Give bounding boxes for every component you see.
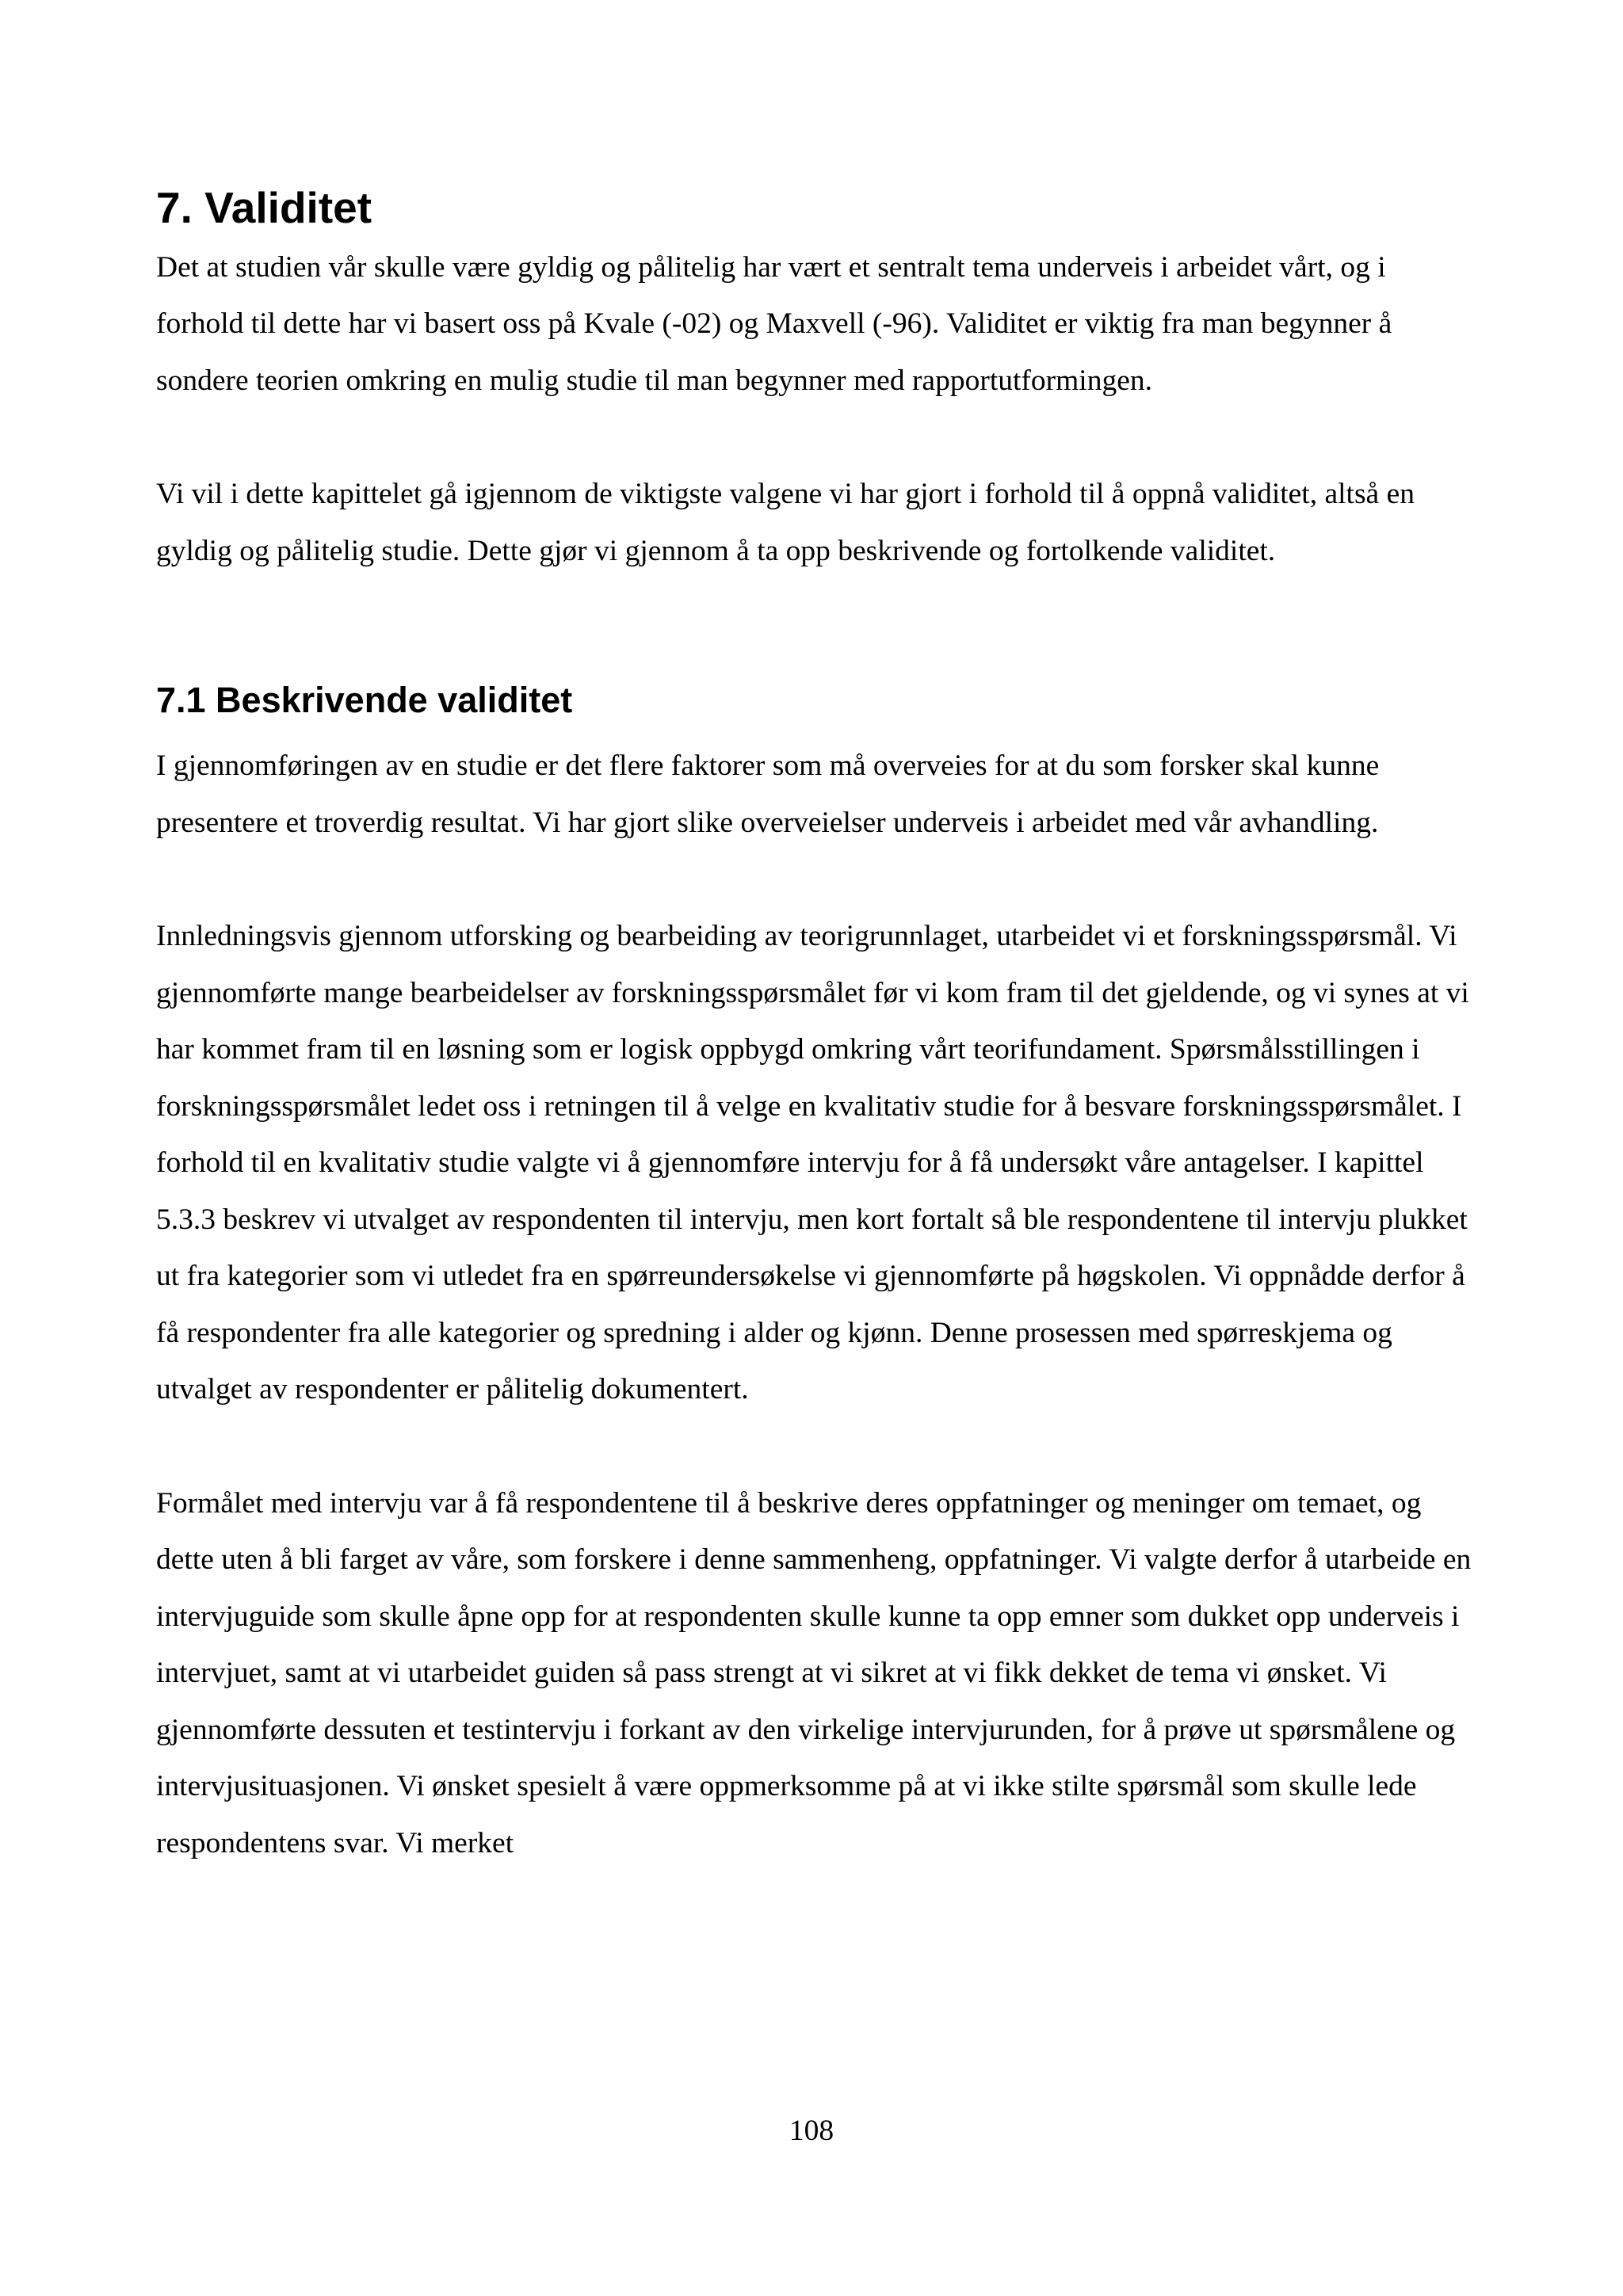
chapter-heading: 7. Validitet — [156, 183, 372, 232]
section-paragraph-2: Innledningsvis gjennom utforsking og bearbeiding av teorigrunnlaget, utarbeidet vi et forskningsspørsmål. Vi gjennomførte mange bearbeidelser av forskningsspørsmålet før vi kom fram til det gjeldende, og vi synes at vi har kommet fram til en løsning som er logisk oppbygd omkring vårt teorifundament. Spørsmålsstillingen i forskningsspørsmålet ledet oss i retningen til å velge en kvalitativ studie for å besvare forskningsspørsmålet. I forhold til en kvalitativ studie valgte vi å gjennomføre intervju for å få undersøkt våre antagelser. I kapittel 5.3.3 beskrev vi utvalget av respondenten til intervju, men kort fortalt så ble respondentene til intervju plukket ut fra kategorier som vi utledet fra en spørreundersøkelse vi gjennomførte på høgskolen. Vi oppnådde derfor å få respondenter fra alle kategorier og spredning i alder og kjønn. Denne prosessen med spørreskjema og utvalget av respondenter er pålitelig dokumentert. — [156, 920, 1469, 1406]
intro-paragraph-2: Vi vil i dette kapittelet gå igjennom de viktigste valgene vi har gjort i forhold til å oppnå validitet, altså en gyldig og pålitelig studie. Dette gjør vi gjennom å ta opp beskrivende og fortolkende validitet. — [156, 478, 1415, 567]
section-paragraph-1: I gjennomføringen av en studie er det flere faktorer som må overveies for at du som forsker skal kunne presentere et troverdig resultat. Vi har gjort slike overveielser underveis i arbeidet med vår avhandling. — [156, 749, 1380, 839]
intro-paragraph-1: Det at studien vår skulle være gyldig og pålitelig har vært et sentralt tema underveis i arbeidet vårt, og i forhold til dette har vi basert oss på Kvale (-02) og Maxvell (-96). Validitet er viktig fra man begynner å sondere teorien omkring en mulig studie til man begynner med rapportutformingen. — [156, 250, 1392, 397]
page-content — [156, 184, 1480, 1871]
section-paragraph-3: Formålet med intervju var å få respondentene til å beskrive deres oppfatninger og meninger om temaet, og dette uten å bli farget av våre, som forskere i denne sammenheng, oppfatninger. Vi valgte derfor å utarbeide en intervjuguide som skulle åpne opp for at respondenten skulle kunne ta opp emner som dukket opp underveis i intervjuet, samt at vi utarbeidet guiden så pass strengt at vi sikret at vi fikk dekket de tema vi ønsket. Vi gjennomførte dessuten et testintervju i forkant av den virkelige intervjurunden, for å prøve ut spørsmålene og intervjusituasjonen. Vi ønsket spesielt å være oppmerksomme på at vi ikke stilte spørsmål som skulle lede respondentens svar. Vi merket — [156, 1486, 1472, 1859]
page-number: 108 — [789, 2115, 834, 2147]
section-heading: 7.1 Beskrivende validitet — [156, 680, 573, 721]
